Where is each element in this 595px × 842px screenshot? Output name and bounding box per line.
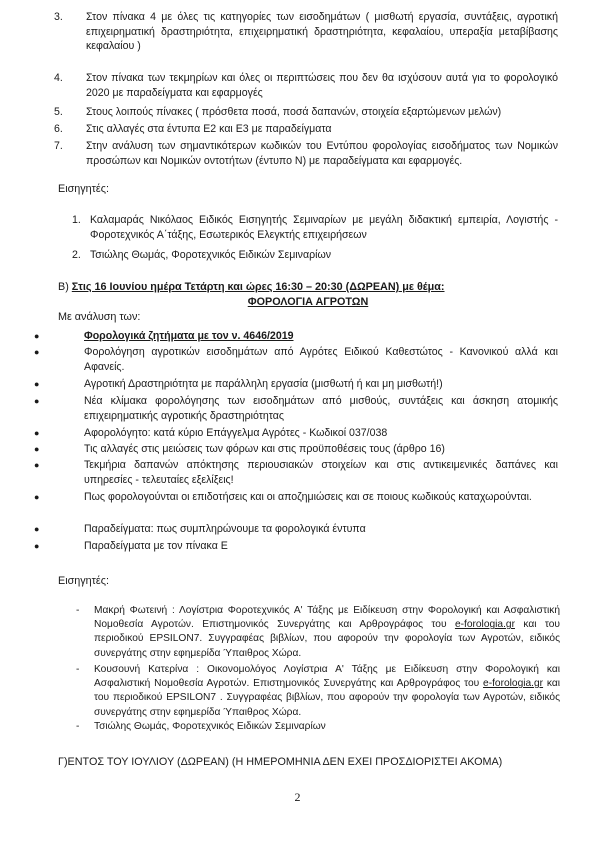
bullet-text: Αγροτική Δραστηριότητα με παράλληλη εργασία (μισθωτή ή και μη μισθωτή!)	[84, 378, 443, 390]
bullet-icon: ●	[34, 524, 40, 534]
section-b-title: ΦΟΡΟΛΟΓΙΑ ΑΓΡΟΤΩΝ	[247, 296, 369, 308]
bullet-item	[34, 394, 558, 423]
page-number: 2	[294, 790, 301, 804]
list-text: Στον πίνακα των τεκμηρίων και όλες οι περιπτώσεις που δεν θα ισχύσουν αυτά για το φορολογικό 2020 με παραδείγματα και εφαρμογές	[86, 72, 558, 99]
dash-marker: -	[76, 605, 80, 616]
speaker-2	[72, 248, 558, 263]
list-item-5	[54, 105, 558, 120]
bullet-text: Τις αλλαγές στις μειώσεις των φόρων και στις προϋποθέσεις τους (άρθρο 16)	[84, 443, 445, 455]
list-text: Στην ανάλυση των σημαντικότερων κωδικών του Εντύπου φορολογίας εισοδήματος των Νομικών προσώπων και Νομικών οντοτήτων (έντυπο Ν) με παραδείγματα και εφαρμογές.	[86, 140, 558, 167]
list-item-3	[54, 10, 558, 54]
section-b-date: Στις 16 Ιουνίου ημέρα Τετάρτη και ώρες 16:30 – 20:30 (ΔΩΡΕΑΝ) με θέμα:	[71, 281, 445, 293]
speakers-heading-b: Εισηγητές:	[58, 575, 109, 587]
bullet-icon: ●	[34, 428, 40, 438]
speaker-text: Καλαμαράς Νικόλαος Ειδικός Εισηγητής Σεμιναρίων με μεγάλη διδακτική εμπειρία, Λογιστής - Φοροτεχνικός Α΄τάξης, Εσωτερικός Ελεγκτής επιχειρήσεων	[90, 214, 558, 241]
speaker-1	[72, 213, 558, 242]
speaker-entry	[76, 720, 560, 734]
bullet-text: Φορολογικά ζητήματα με τον ν. 4646/2019	[84, 330, 294, 342]
bullet-item	[34, 345, 558, 374]
list-number: 6.	[54, 123, 63, 135]
bullet-text: Νέα κλίμακα φορολόγησης των εισοδημάτων από μισθούς, συντάξεις και άσκηση ατομικής επιχειρηματικής αγροτικής δραστηριότητας	[84, 395, 558, 422]
bullet-icon: ●	[34, 541, 40, 551]
speaker-text: Τσιώλης Θωμάς, Φοροτεχνικός Ειδικών Σεμιναρίων	[90, 249, 332, 261]
list-item-7	[54, 139, 558, 168]
speaker-number: 2.	[72, 249, 81, 261]
list-number: 7.	[54, 140, 63, 152]
website-link[interactable]: e-forologia.gr	[483, 678, 544, 690]
speaker-bio-cont: και του περιοδικού EPSILON7 . Συγγραφέας βιβλίων, που αφορούν την φορολογία των Αγροτών, ειδικός συνεργάτης στην εφημερίδα Ύπαιθρος Χώρα.	[94, 678, 561, 718]
website-link[interactable]: e-forologia.gr	[454, 619, 515, 631]
bullet-text: Πως φορολογούνται οι επιδοτήσεις και οι αποζημιώσεις και σε ποιους κωδικούς καταχωρούνται.	[84, 491, 532, 503]
speaker-text: Τσιώλης Θωμάς, Φοροτεχνικός Ειδικών Σεμιναρίων	[94, 721, 326, 732]
speaker-text	[94, 663, 560, 720]
list-item-6	[54, 122, 558, 137]
bullet-item	[34, 426, 558, 441]
section-b-prefix: Β)	[58, 281, 72, 293]
section-c: Γ)ΕΝΤΟΣ ΤΟΥ ΙΟΥΛΙΟΥ (ΔΩΡΕΑΝ) (Η ΗΜΕΡΟΜΗΝΙΑ ΔΕΝ ΕΧΕΙ ΠΡΟΣΔΙΟΡΙΣΤΕΙ ΑΚΟΜΑ)	[58, 756, 503, 768]
speaker-bio: Κουσουνή Κατερίνα : Οικονομολόγος Λογίστρια Α' Τάξης με Ειδίκευση στην Φορολογική και Ασφαλιστική Νομοθεσία Αγροτών. Επιστημονικός Συνεργάτης και Αρθρογράφος του	[94, 664, 560, 690]
bullet-text: Φορολόγηση αγροτικών εισοδημάτων από Αγρότες Ειδικού Καθεστώτος - Κανονικού αλλά και Αφανείς.	[84, 346, 558, 373]
bullet-text: Παραδείγματα με τον πίνακα Ε	[84, 540, 228, 552]
list-text: Στους λοιπούς πίνακες ( πρόσθετα ποσά, ποσά δαπανών, στοιχεία εξαρτώμενων μελών)	[86, 106, 502, 118]
bullet-icon: ●	[34, 396, 40, 406]
bullet-text: Παραδείγματα: πως συμπληρώνουμε τα φορολογικά έντυπα	[84, 523, 366, 535]
bullet-item	[34, 442, 558, 457]
bullet-item	[34, 377, 558, 392]
bullet-item	[34, 458, 558, 487]
speakers-heading: Εισηγητές:	[58, 183, 109, 195]
speaker-bio-cont: και του περιοδικού EPSILON7. Συγγραφέας βιβλίων, που αφορούν την φορολογία των Αγροτών, ειδικός συνεργάτης στην εφημερίδα Ύπαιθρος Χώρα.	[94, 619, 560, 659]
section-b-header	[58, 280, 558, 325]
bullet-text: Τεκμήρια δαπανών απόκτησης περιουσιακών στοιχείων και στις αντικειμενικές δαπάνες και υπηρεσίες - τελευταίες εξελίξεις!	[84, 459, 558, 486]
bullet-item	[34, 329, 558, 344]
bullet-icon: ●	[34, 331, 40, 341]
bullet-icon: ●	[34, 347, 40, 357]
bullet-item	[34, 522, 558, 537]
speaker-number: 1.	[72, 214, 81, 226]
bullet-icon: ●	[34, 460, 40, 470]
list-number: 4.	[54, 72, 63, 84]
speaker-text	[94, 604, 560, 661]
speaker-bio: Μακρή Φωτεινή : Λογίστρια Φοροτεχνικός Α' Τάξης με Ειδίκευση στην Φορολογική και Ασφαλιστική Νομοθεσία Αγροτών. Επιστημονικός Συνεργάτης και Αρθρογράφος του	[94, 605, 560, 631]
speaker-entry	[76, 663, 561, 720]
bullet-item	[34, 539, 558, 554]
speaker-entry	[76, 604, 560, 661]
list-number: 5.	[54, 106, 63, 118]
bullet-icon: ●	[34, 444, 40, 454]
list-text: Στις αλλαγές στα έντυπα Ε2 και Ε3 με παραδείγματα	[86, 123, 332, 135]
bullet-text: Αφορολόγητο: κατά κύριο Επάγγελμα Αγρότες - Κωδικοί 037/038	[84, 427, 388, 439]
dash-marker: -	[76, 664, 80, 675]
list-text: Στον πίνακα 4 με όλες τις κατηγορίες των εισοδημάτων ( μισθωτή εργασία, συντάξεις, αγροτική επιχειρηματική δραστηριότητα, επιχειρηματική δραστηριότητα, κεφαλαίου, υπεραξία μεταβίβασης κεφαλαίου )	[86, 11, 558, 52]
list-number: 3.	[54, 11, 63, 23]
bullet-icon: ●	[34, 492, 40, 502]
bullet-icon: ●	[34, 379, 40, 389]
list-item-4	[54, 71, 558, 100]
dash-marker: -	[76, 721, 80, 732]
analysis-label: Με ανάλυση των:	[58, 311, 141, 323]
bullet-item	[34, 490, 558, 505]
